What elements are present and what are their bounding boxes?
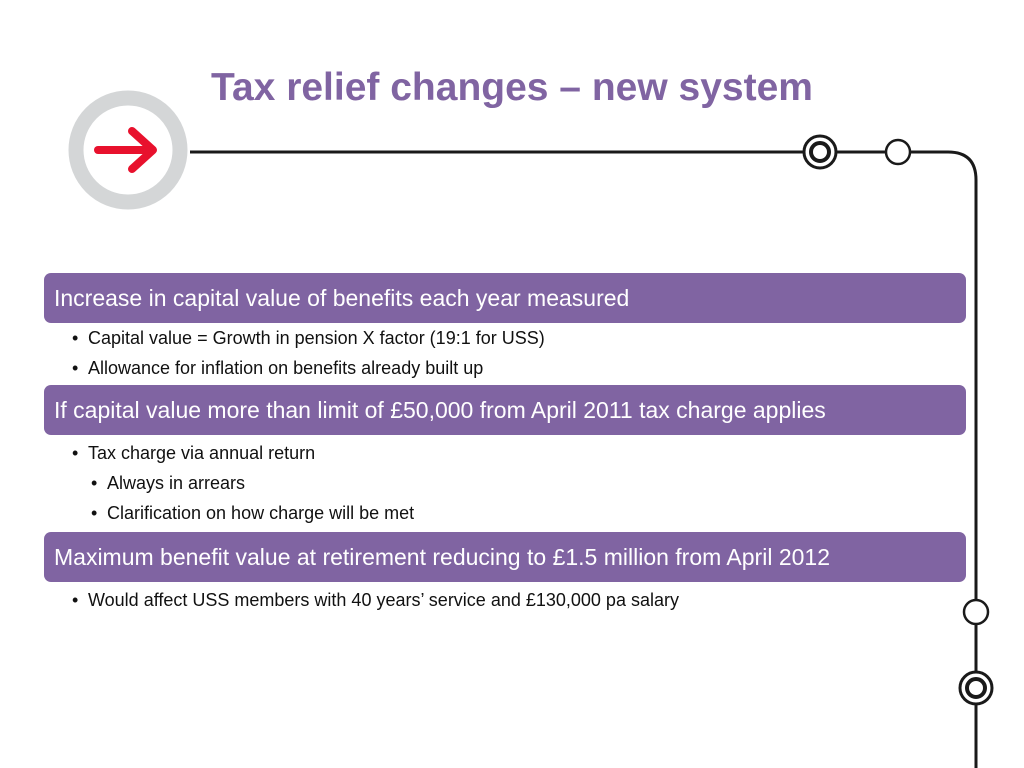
circle-node-icon (886, 140, 910, 164)
slide-title: Tax relief changes – new system (211, 66, 813, 109)
bullet-dot: • (72, 590, 79, 610)
bullet-dot: • (72, 328, 79, 348)
target-node-icon (960, 672, 992, 704)
target-node-icon (804, 136, 836, 168)
bullet-text: Always in arrears (107, 473, 246, 493)
arrow-right-icon (76, 98, 180, 202)
sub-bullet-item (91, 472, 245, 494)
bullet-text: Tax charge via annual return (88, 443, 316, 463)
bullet-item (72, 327, 545, 349)
bullet-item (72, 442, 315, 464)
bullet-item (72, 589, 679, 611)
bullet-dot: • (72, 358, 79, 378)
section-heading: If capital value more than limit of £50,000 from April 2011 tax charge applies (44, 385, 966, 435)
bullet-text: Capital value = Growth in pension X factor (19:1 for USS) (88, 328, 545, 348)
section-heading: Increase in capital value of benefits each year measured (44, 273, 966, 323)
bullet-dot: • (91, 503, 98, 523)
bullet-text: Allowance for inflation on benefits already built up (88, 358, 484, 378)
sub-bullet-item (91, 502, 414, 524)
circle-node-icon (964, 600, 988, 624)
bullet-text: Would affect USS members with 40 years’ service and £130,000 pa salary (88, 590, 679, 610)
bullet-text: Clarification on how charge will be met (107, 503, 415, 523)
section-heading: Maximum benefit value at retirement reducing to £1.5 million from April 2012 (44, 532, 966, 582)
bullet-dot: • (72, 443, 79, 463)
bullet-item (72, 357, 483, 379)
bullet-dot: • (91, 473, 98, 493)
